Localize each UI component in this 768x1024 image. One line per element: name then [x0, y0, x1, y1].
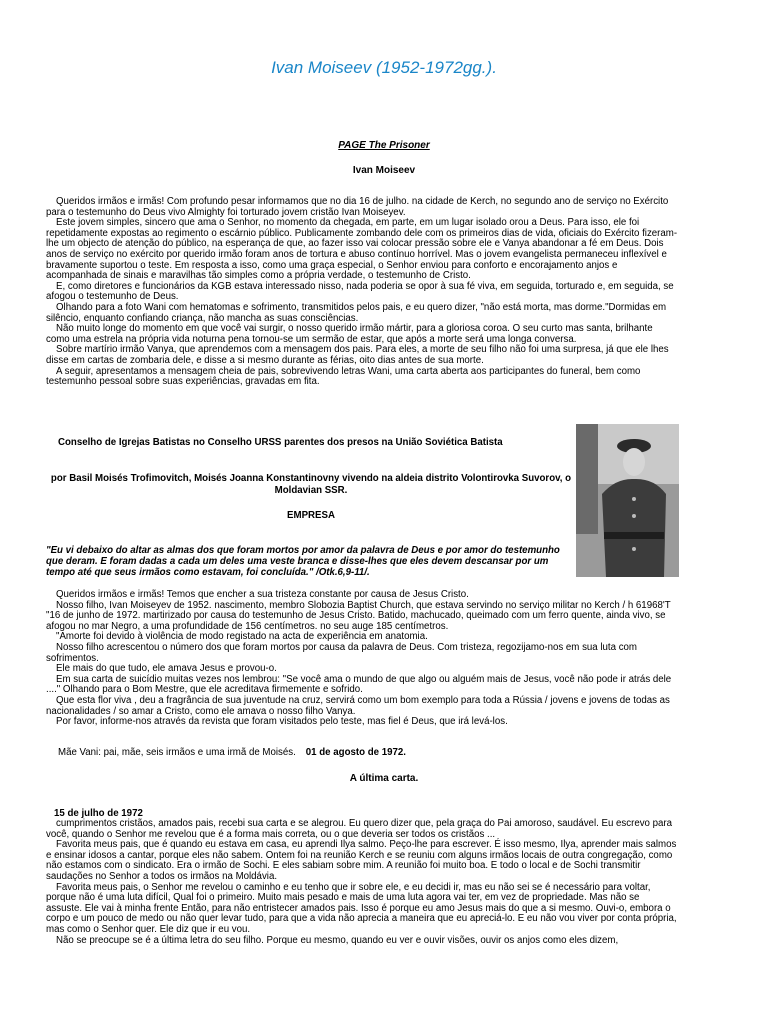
parents-message [46, 590, 678, 728]
paragraph: Não muito longe do momento em que você vai surgir, o nosso querido irmão mártir, para a gloriosa coroa. O seu curto mas santa, brilhante como uma estrela na própria vida noturna pena tornou-se um sermão de estar, que após a morte será uma longa conversa. [46, 323, 653, 345]
signature-text: Mãe Vani: pai, mãe, seis irmãos e uma irmã de Moisés. [58, 747, 296, 758]
paragraph: Queridos irmãos e irmãs! Temos que encher a sua tristeza constante por causa de Jesus Cristo. [56, 589, 469, 600]
letter-date: 15 de julho de 1972 [54, 808, 143, 819]
paragraph: Nosso filho, Ivan Moiseyev de 1952. nascimento, membro Slobozia Baptist Church, que estava servindo no serviço militar no Kerch / h 61968'T "16 de junho de 1972. martirizado por causa do testemunho de Jesus Cristo. Batido, machucado, queimado com um ferro quente, ainda vivo, se afogou no mar Negro, a uma profundidade de 156 centímetros. no seu auge 185 centímetros. [46, 599, 671, 632]
paragraph: Nosso filho acrescentou o número dos que foram mortos por causa da palavra de Deus. Com tristeza, regozijamo-nos em sua luta com sofrimentos. [46, 641, 637, 664]
soldier-photo [576, 424, 679, 577]
empresa-heading: EMPRESA [287, 510, 335, 521]
paragraph: Favorita meus pais, o Senhor me revelou o caminho e eu tenho que ir sobre ele, e eu decidi ir, mas eu não sei se é necessário para voltar, porque não é uma luta difícil, Qual foi o primeiro. Muito mais pesado e mais de uma luta agora vai ter, em vez de propriedade. Mas não se assuste. Ele vai à minha frente Então, para não entristecer amados pais. Isso é porque eu amo Jesus mais do que a si mesmo. Ouvi-o, embora o corpo e um pouco de medo ou não quer levar tudo, para que a vida não aprecia a maneira que eu apreciá-lo. E eu não vou viver por conta própria, mas como o Senhor quer. Ele diz que ir eu vou. [46, 881, 677, 935]
paragraph: cumprimentos cristãos, amados pais, recebi sua carta e se alegrou. Eu quero dizer que, pela graça do Pai amoroso, saudável. Eu escrevo para você, quando o Senhor me revelou que é a forma mais correta, ou o que deveria ser todos os cristãos ... [46, 818, 673, 840]
signature-line [58, 747, 406, 758]
paragraph: Queridos irmãos e irmãs! Com profundo pesar informamos que no dia 16 de julho. na cidade de Kerch, no segundo ano de serviço no Exército para o testemunho do Deus vivo Almighty foi torturado jovem cristão Ivan Moiseyev. [46, 196, 669, 218]
paragraph: E, como diretores e funcionários da KGB estava interessado nisso, nada poderia se opor à sua fé viva, em seguida, torturado e, em seguida, se afogou o testemunho de Deus. [46, 280, 674, 303]
scripture-quote: "Eu vi debaixo do altar as almas dos que foram mortos por amor da palavra de Deus e por amor do testemunho que deram. E foram dadas a cada um deles uma veste branca e disse-lhes que eles devem descansar por um tempo até que seus irmãos como estavam, foi concluída." /Otk.6,9-11/. [46, 545, 560, 578]
paragraph: Sobre martírio irmão Vanya, que aprendemos com a mensagem dos pais. Para eles, a morte de seu filho não foi uma surpresa, já que ele lhes disse em cartas de zombaria dele, e disse a si mesmo durante as férias, oito dias antes de sua morte. [46, 344, 669, 366]
paragraph: Não se preocupe se é a última letra do seu filho. Porque eu mesmo, quando eu ver e ouvir visões, ouvir os anjos como eles dizem, [56, 934, 619, 946]
paragraph: A seguir, apresentamos a mensagem cheia de pais, sobrevivendo letras Wani, uma carta aberta aos participantes do funeral, bem como testemunho pessoal sobre suas experiências, gravadas em fita. [46, 365, 641, 388]
subtitle-link[interactable]: PAGE The Prisoner [338, 140, 430, 151]
intro-section [46, 197, 678, 388]
page-title: Ivan Moiseev (1952-1972gg.). [271, 58, 497, 77]
paragraph: Olhando para a foto Wani com hematomas e sofrimento, transmitidos pelos pais, e eu quero dizer, "não está morta, mas dorme."Dormidas em silêncio, enquanto confiando criança, não mancha as suas consciências. [46, 301, 667, 324]
signature-date: 01 de agosto de 1972. [305, 747, 406, 758]
paragraph: "Amorte foi devido à violência de modo registado na acta de experiência em anatomia. [56, 631, 428, 643]
paragraph: Em sua carta de suicídio muitas vezes nos lembrou: "Se você ama o mundo de que algo ou alguém mais de Jesus, você não pode ir atrás dele ...." Olhando para o Bom Mestre, que ele acreditava firmemente e sofrido. [46, 673, 672, 696]
council-heading: Conselho de Igrejas Batistas no Conselho URSS parentes dos presos na União Soviética Batista [58, 437, 503, 448]
paragraph: Ele mais do que tudo, ele amava Jesus e provou-o. [56, 663, 277, 675]
last-letter-heading: A última carta. [349, 773, 419, 784]
paragraph: Que esta flor viva , deu a fragrância de sua juventude na cruz, servirá como um bom exemplo para toda a Rússia / jovens e jovens de todas as nacionalidades / so amar a Cristo, como ele amava o nosso filho Vanya. [46, 694, 670, 717]
paragraph: Favorita meus pais, que é quando eu estava em casa, eu aprendi Ilya salmo. Peço-lhe para escrever. É isso mesmo, Ilya, aprender mais salmos e ensinar idosos a cantar, porque eles não sabem. Ontem foi na reunião Kerch e se reuniu com alguns irmãos locais de outra congregação, como não estamos com o sindicato. Era o irmão de Sochi. E eles sabiam sobre mim. A reunião foi muito boa. E todo o local e de Sochi transmitir saudações no Senhor a todos os irmãos na Moldávia. [46, 839, 677, 882]
author-name: Ivan Moiseev [352, 165, 416, 176]
authors-line: por Basil Moisés Trofimovitch, Moisés Joanna Konstantinovny vivendo na aldeia distrito Volontirovka Suvorov, o Moldavian SSR. [50, 473, 572, 496]
letter-body [46, 819, 678, 946]
paragraph: Por favor, informe-nos através da revista que foram visitados pelo teste, mas fiel é Deus, que irá levá-los. [56, 716, 508, 728]
paragraph: Este jovem simples, sincero que ama o Senhor, no momento da chegada, em parte, em um lugar isolado orou a Deus. Para isso, ele foi repetidamente expostas ao regimento o escárnio público. Publicamente zombando dele com os primeiros dias de vida, oficiais do Exército fizeram-lhe um objecto de atenção do público, na esperança de que, ao fazer isso vai colocar pressão sobre ele e Vanya abandonar a fé em Deus. Dois anos de serviço no exército por querido irmão foram anos de tortura e abuso contínuo horrível. Mas o jovem evangelista permaneceu inflexível e bravamente suportou o teste. Em resposta a isso, como uma graça especial, o Senhor enviou para conforto e encorajamento anjos e acompanhada de sinais e maravilhas tão simples como a própria verdade, o testemunho de Cristo. [46, 217, 678, 282]
